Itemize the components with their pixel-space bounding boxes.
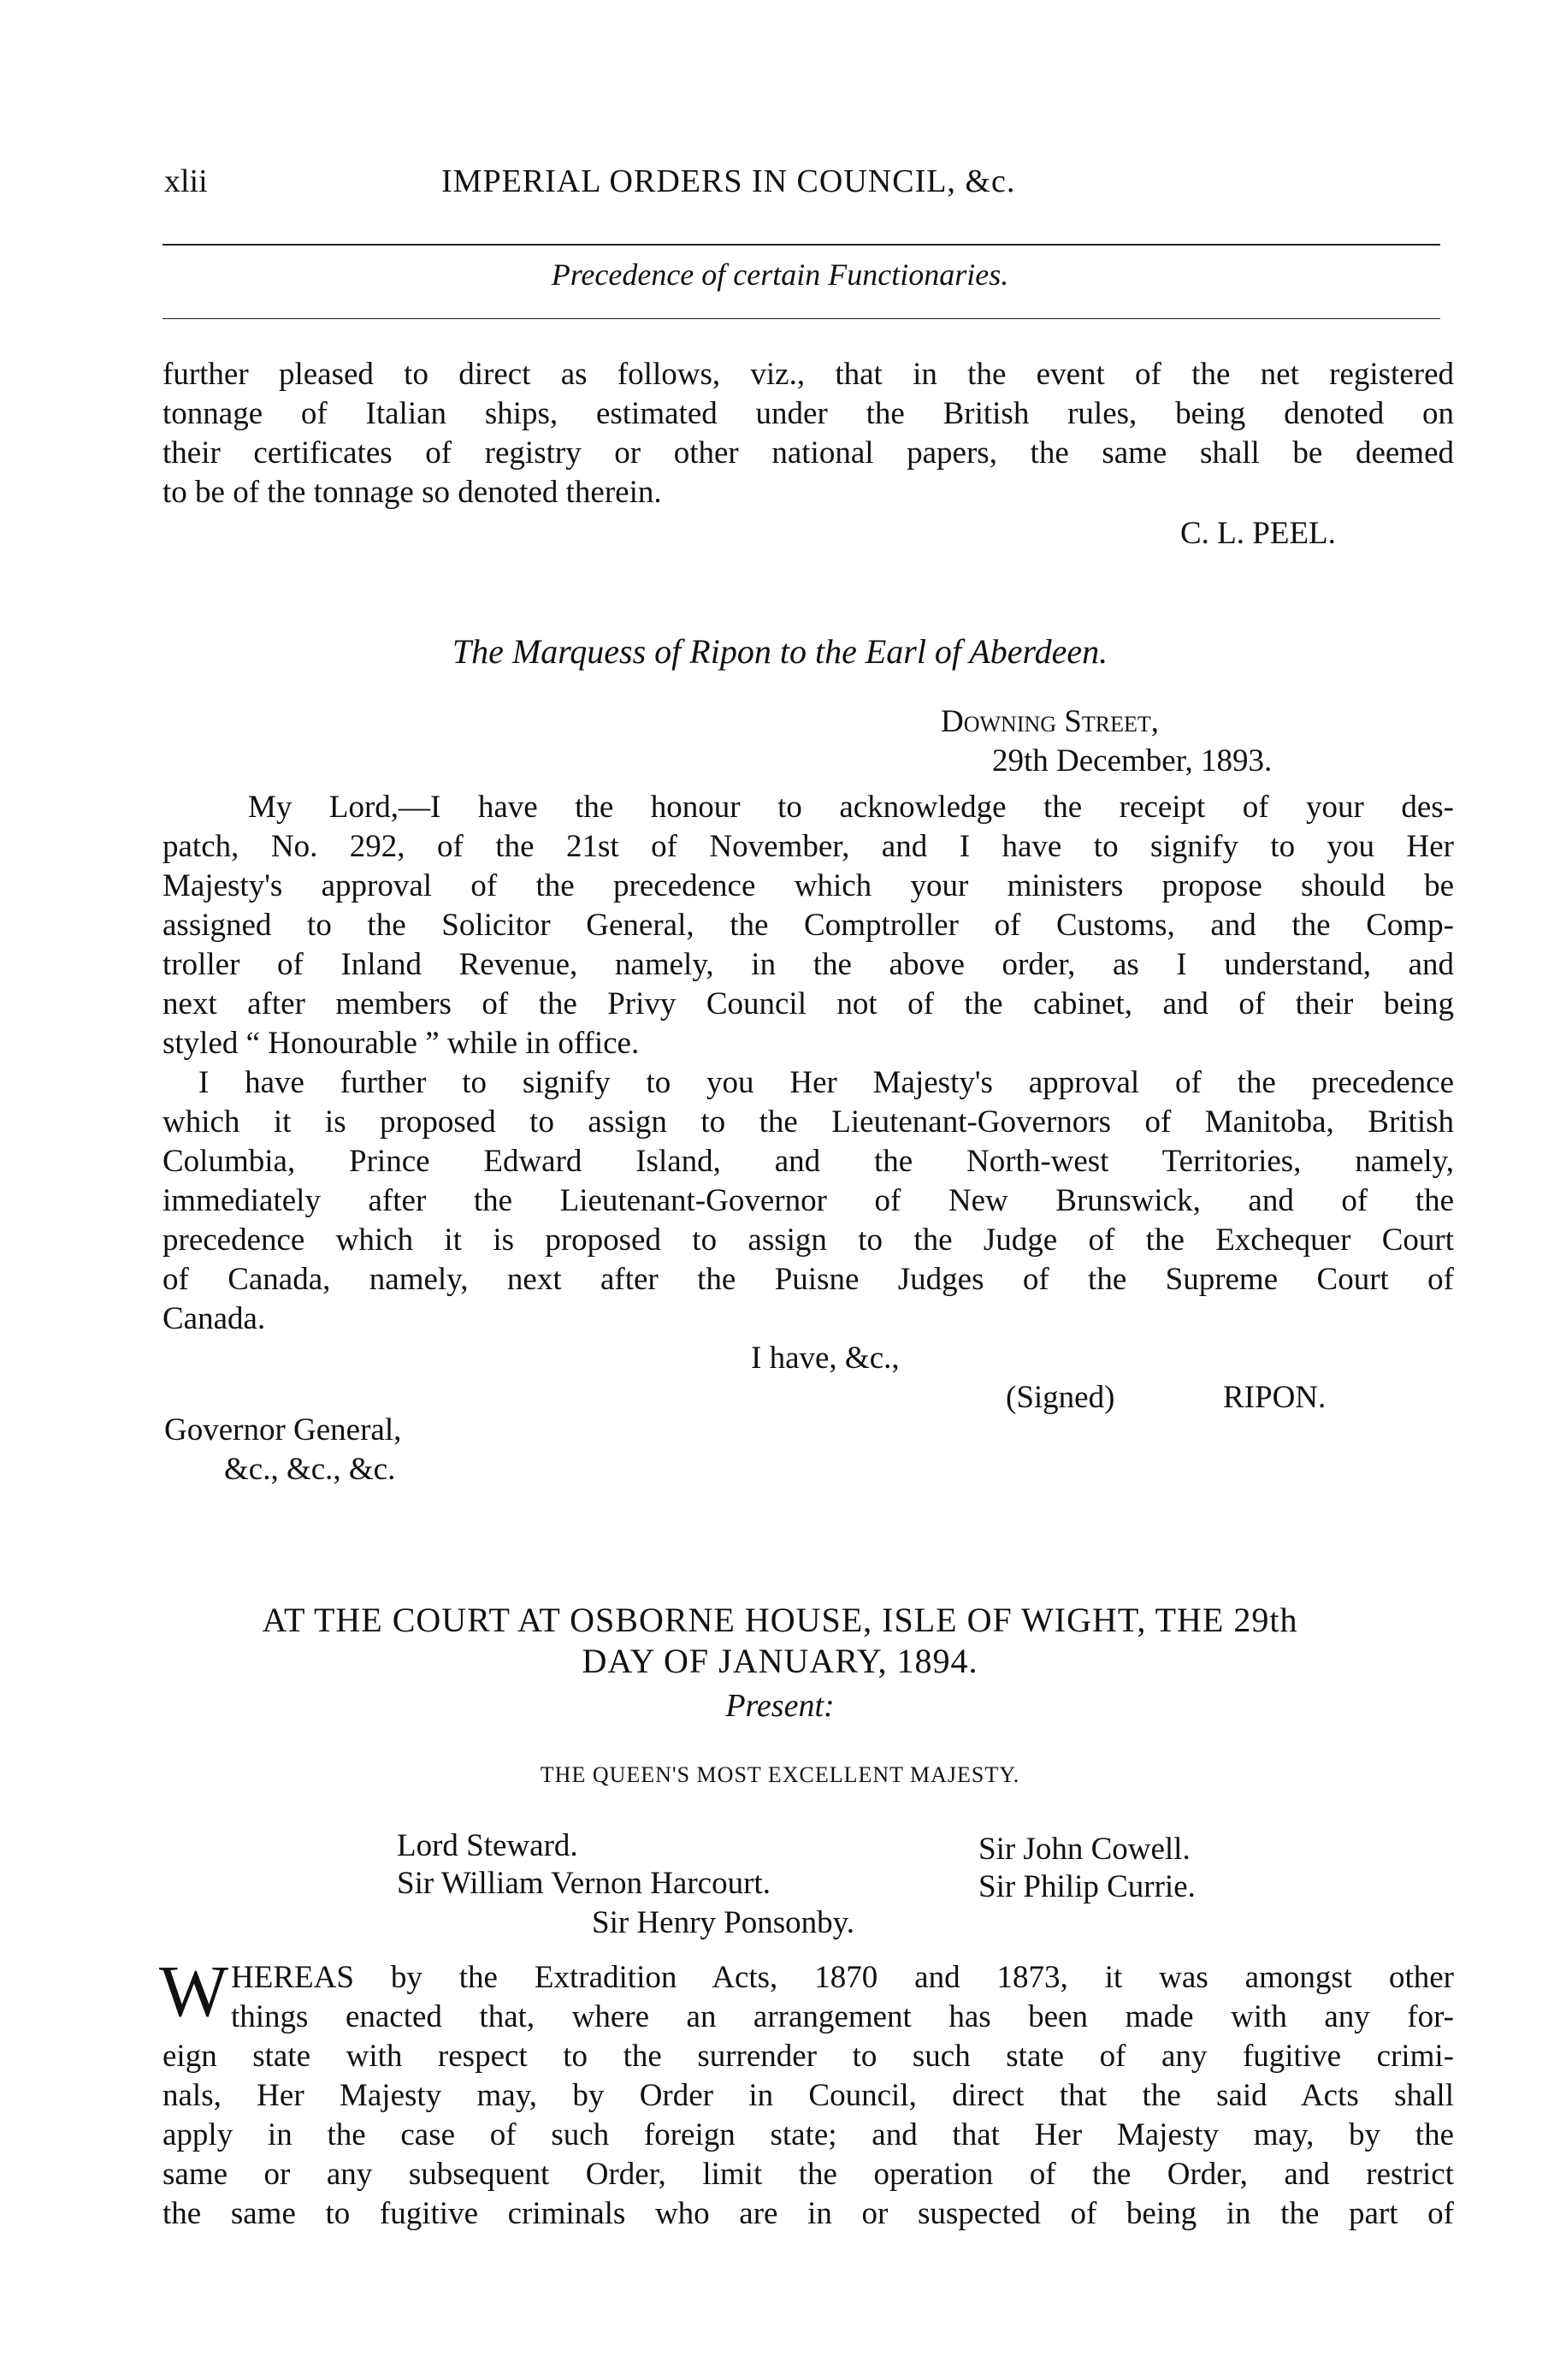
signed-label: (Signed) — [1006, 1380, 1115, 1415]
text-line: Majesty's approval of the precedence which your ministers propose should be — [162, 868, 1454, 903]
letter-heading: The Marquess of Ripon to the Earl of Aberdeen. — [452, 632, 1108, 671]
letter-address: Downing Street, — [941, 704, 1159, 739]
text-line: styled “ Honourable ” while in office. — [162, 1026, 640, 1061]
attendee: Sir Philip Currie. — [978, 1869, 1196, 1904]
attendee: Lord Steward. — [397, 1828, 578, 1863]
addressee-line-1: Governor General, — [164, 1412, 402, 1448]
text-line: further pleased to direct as follows, viz., that in the event of the net registered — [162, 357, 1454, 392]
page-number: xlii — [164, 163, 208, 199]
court-heading-line-2: DAY OF JANUARY, 1894. — [582, 1642, 978, 1680]
text-line: I have further to signify to you Her Majesty's approval of the precedence — [198, 1065, 1454, 1100]
signer-ripon: RIPON. — [1223, 1380, 1327, 1415]
signature-peel: C. L. PEEL. — [1180, 516, 1336, 551]
text-line: Columbia, Prince Edward Island, and the North-west Territories, namely, — [162, 1144, 1454, 1179]
text-line: their certificates of registry or other national papers, the same shall be deemed — [162, 435, 1454, 471]
text-line: eign state with respect to the surrender to such state of any fugitive crimi- — [162, 2039, 1454, 2074]
text-line: next after members of the Privy Council not of the cabinet, and of their being — [162, 986, 1454, 1021]
section-title: Precedence of certain Functionaries. — [551, 258, 1009, 292]
text-line: Canada. — [162, 1301, 266, 1336]
letter-closing: I have, &c., — [751, 1341, 900, 1376]
text-line: the same to fugitive criminals who are in or suspected of being in the part of — [162, 2196, 1454, 2231]
attendee: Sir John Cowell. — [978, 1832, 1191, 1867]
text-line: immediately after the Lieutenant-Governor of New Brunswick, and of the — [162, 1183, 1454, 1218]
text-line: to be of the tonnage so denoted therein. — [162, 475, 662, 510]
present-label: Present: — [725, 1688, 835, 1724]
text-line: precedence which it is proposed to assign to the Judge of the Exchequer Court — [162, 1223, 1454, 1258]
drop-cap: W — [159, 1950, 229, 2032]
addressee-line-2: &c., &c., &c. — [224, 1452, 396, 1487]
text-line: of Canada, namely, next after the Puisne Judges of the Supreme Court of — [162, 1262, 1454, 1297]
text-line: My Lord,—I have the honour to acknowledge the receipt of your des- — [248, 790, 1454, 825]
letter-date: 29th December, 1893. — [992, 743, 1273, 779]
text-line: things enacted that, where an arrangement has been made with any for- — [231, 1999, 1454, 2034]
attendee: Sir Henry Ponsonby. — [592, 1905, 854, 1940]
text-line: HEREAS by the Extradition Acts, 1870 and 1873, it was amongst other — [231, 1960, 1454, 1995]
court-heading-line-1: AT THE COURT AT OSBORNE HOUSE, ISLE OF WIGHT, THE 29th — [262, 1601, 1298, 1639]
majesty-line: THE QUEEN'S MOST EXCELLENT MAJESTY. — [540, 1762, 1020, 1787]
header-rule-bottom — [162, 318, 1440, 319]
header-rule-top — [162, 244, 1440, 246]
text-line: which it is proposed to assign to the Lieutenant-Governors of Manitoba, British — [162, 1104, 1454, 1140]
text-line: troller of Inland Revenue, namely, in the above order, as I understand, and — [162, 947, 1454, 982]
text-line: assigned to the Solicitor General, the Comptroller of Customs, and the Comp- — [162, 908, 1454, 943]
text-line: apply in the case of such foreign state; and that Her Majesty may, by the — [162, 2117, 1454, 2152]
text-line: tonnage of Italian ships, estimated under the British rules, being denoted on — [162, 396, 1454, 431]
attendee: Sir William Vernon Harcourt. — [397, 1866, 771, 1901]
running-title: IMPERIAL ORDERS IN COUNCIL, &c. — [441, 163, 1016, 199]
text-line: nals, Her Majesty may, by Order in Council, direct that the said Acts shall — [162, 2078, 1454, 2113]
text-line: patch, No. 292, of the 21st of November, and I have to signify to you Her — [162, 829, 1454, 864]
text-line: same or any subsequent Order, limit the operation of the Order, and restrict — [162, 2157, 1454, 2192]
